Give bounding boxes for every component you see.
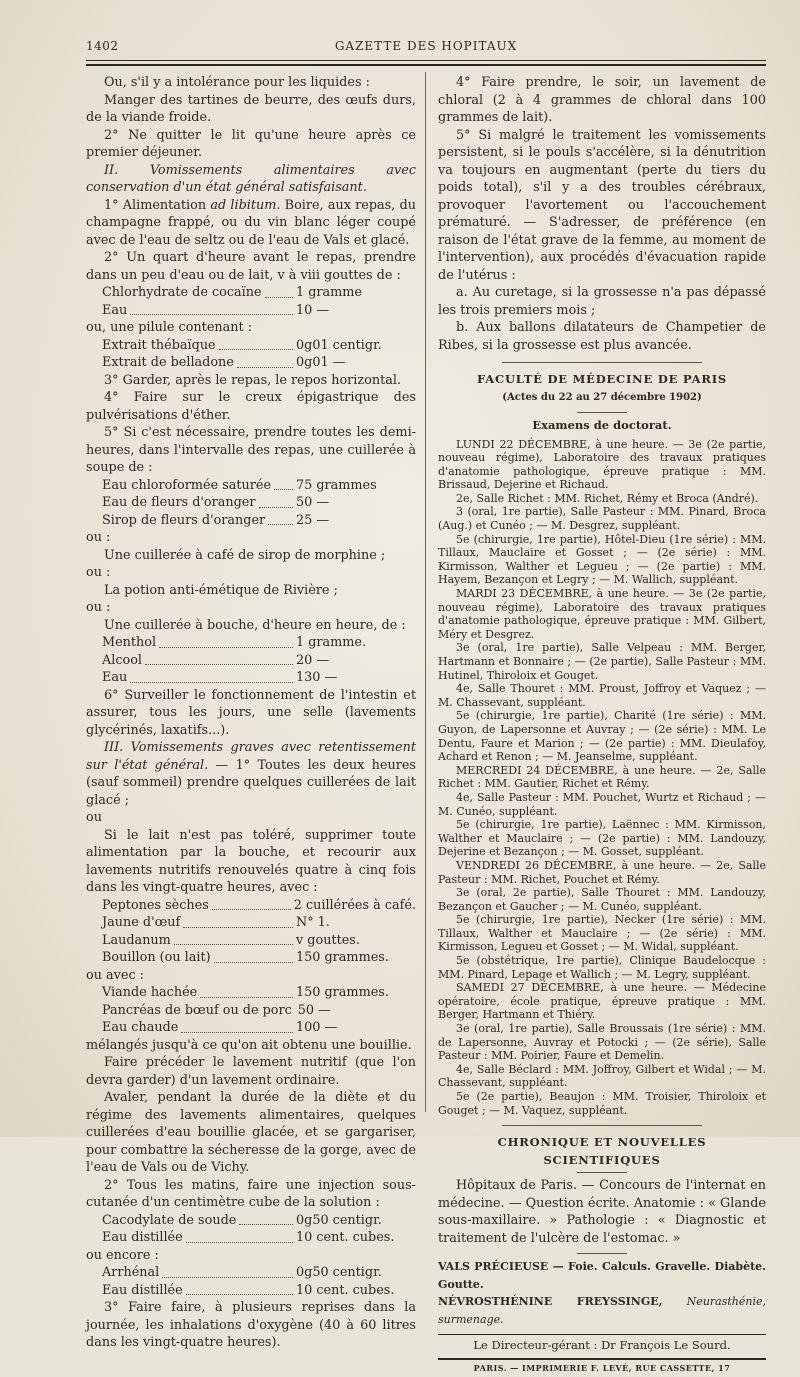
exam-entry: MARDI 23 DÉCEMBRE, à une heure. — 3e (2e partie, nouveau régime), Laboratoire des travaux pratiques d'anatomie pathologique, épreuve pratique : MM. Gilbert, Méry et Desgrez. xyxy=(438,587,766,641)
page-number: 1402 xyxy=(86,39,119,53)
prescription-line xyxy=(86,1212,416,1230)
prescription-line xyxy=(86,284,416,302)
exam-entry: 5e (chirurgie, 1re partie), Laënnec : MM. Kirmisson, Walther et Mauclaire ; — (2e partie) : MM. Landouzy, Dejerine et Bezançon ; — M. Gosset, suppléant. xyxy=(438,818,766,859)
text: Boire, aux repas, du champagne frappé, ou du vin blanc léger coupé avec de l'eau de seltz ou de l'eau de Vals et glacé. xyxy=(86,197,416,248)
exam-entry: 4e, Salle Pasteur : MM. Pouchet, Wurtz et Richaud ; — M. Cunéo, suppléant. xyxy=(438,790,766,818)
rx-item: Eau xyxy=(102,670,128,685)
rx-dose: v gouttes. xyxy=(296,932,360,948)
paragraph xyxy=(86,197,416,250)
paragraph: 4° Faire sur le creux épigastrique des pulvérisations d'éther. xyxy=(86,390,416,423)
rx-item: Extrait de belladone xyxy=(102,355,234,370)
exam-entry: 5e (chirurgie, 1re partie), Charité (1re série) : MM. Guyon, de Lapersonne et Auvray ; — (2e série) : MM. Le Dentu, Faure et Marion ; — (2e partie) : MM. Dieulafoy, Achard et Renon ; — M. Jeanselme, suppléant. xyxy=(438,709,766,764)
rx-dose: 0g50 centigr. xyxy=(296,1212,382,1228)
exam-entry: 5e (chirurgie, 1re partie), Necker (1re série) : MM. Tillaux, Walther et Mauclaire ; — (2e série) : MM. Kirmisson, Legueu et Gosset ; — M. Widal, suppléant. xyxy=(438,913,766,954)
rx-dose: 1 gramme xyxy=(296,285,362,300)
rx-dose: 50 — xyxy=(297,1002,331,1018)
rx-item: Eau distillée xyxy=(102,1230,183,1245)
rx-item: Alcool xyxy=(102,652,143,668)
right-column xyxy=(438,74,766,1377)
exam-entry: 5e (2e partie), Beaujon : MM. Troisier, Thiroloix et Gouget ; — M. Vaquez, suppléant. xyxy=(438,1090,766,1117)
paragraph: 5° Si c'est nécessaire, prendre toutes les demi-heures, dans l'intervalle des repas, une cuillerée à soupe de : xyxy=(86,425,416,475)
exam-entry: 3e (oral, 1re partie), Salle Broussais (1re série) : MM. de Lapersonne, Auvray et Potocki ; — (2e série), Salle Pasteur : MM. Poirier, Faure et Demelin. xyxy=(438,1022,766,1063)
column-divider xyxy=(425,72,426,1112)
rx-item: Jaune d'œuf xyxy=(102,915,181,930)
rx-item: Arrhénal xyxy=(102,1265,160,1280)
section-separator xyxy=(502,362,702,363)
rx-item: Extrait thébaïque xyxy=(102,337,216,353)
exam-entry: LUNDI 22 DÉCEMBRE, à une heure. — 3e (2e partie, nouveau régime), Laboratoire des travaux pratiques d'anatomie pathologique, épreuve pratique : MM. Brissaud, Dejerine et Richaud. xyxy=(438,437,766,492)
paragraph: Une cuillerée à bouche, d'heure en heure, de : xyxy=(104,617,406,633)
prescription-line xyxy=(86,949,416,967)
paragraph: ou : xyxy=(86,600,111,615)
prescription-line xyxy=(86,652,416,670)
paragraph: Manger des tartines de beurre, des œufs durs, de la viande froide. xyxy=(86,92,416,125)
faculty-subtitle: (Actes du 22 au 27 décembre 1902) xyxy=(502,391,702,403)
exam-entry: 3e (oral, 2e partie), Salle Thouret : MM. Landouzy, Bezançon et Gaucher ; — M. Cunéo, suppléant. xyxy=(438,886,766,913)
rx-dose: 10 cent. cubes. xyxy=(296,1282,395,1298)
paragraph: 2° Ne quitter le lit qu'une heure après ce premier déjeuner. xyxy=(86,127,416,160)
paragraph: ou xyxy=(86,810,102,825)
paragraph: Ou, s'il y a intolérance pour les liquides : xyxy=(104,75,370,90)
advertisement: VALS PRÉCIEUSE — Foie. Calculs. Gravelle. Diabète. Goutte. xyxy=(438,1260,766,1291)
prescription-line xyxy=(86,1264,416,1282)
rx-dose: 150 grammes. xyxy=(296,985,389,1000)
prescription-line xyxy=(86,897,416,915)
paragraph: 3° Garder, après le repas, le repos horizontal. xyxy=(104,372,402,388)
paragraph xyxy=(86,739,416,809)
paragraph: Une cuillerée à café de sirop de morphine ; xyxy=(104,547,386,563)
rx-dose: N° 1. xyxy=(296,915,330,930)
prescription-line xyxy=(86,302,416,320)
paragraph: Faire précéder le lavement nutritif (que l'on devra garder) d'un lavement ordinaire. xyxy=(86,1055,416,1088)
prescription-line xyxy=(86,914,416,932)
page-header xyxy=(86,39,766,57)
prescription-line xyxy=(86,932,416,950)
prescription-line xyxy=(86,1019,416,1037)
paragraph: 2° Un quart d'heure avant le repas, prendre dans un peu d'eau ou de lait, v à viii gouttes de : xyxy=(86,250,416,283)
rx-dose: 0g01 — xyxy=(296,355,346,370)
text: NÉVROSTHÉNINE FREYSSINGE, xyxy=(438,1295,663,1309)
rx-dose: 0g01 centigr. xyxy=(296,337,382,353)
paragraph: ou : xyxy=(86,565,111,580)
exam-entry: 4e, Salle Béclard : MM. Joffroy, Gilbert et Widal ; — M. Chassevant, suppléant. xyxy=(438,1062,766,1090)
rx-dose: 130 — xyxy=(296,670,338,685)
paragraph: 2° Tous les matins, faire une injection sous-cutanée d'un centimètre cube de la solution : xyxy=(86,1177,416,1210)
paragraph: ou, une pilule contenant : xyxy=(86,320,253,335)
rx-dose: 150 grammes. xyxy=(296,950,389,965)
exam-entry: 5e (obstétrique, 1re partie), Clinique Baudelocque : MM. Pinard, Lepage et Wallich ; — M. Legry, suppléant. xyxy=(438,954,766,981)
rx-dose: 25 — xyxy=(296,512,330,528)
section-heading: III. Vomissements graves avec retentissement sur l'état général. xyxy=(86,740,416,773)
text: — 1° Toutes les deux heures (sauf sommeil) prendre quelques cuillerées de lait glacé ; xyxy=(86,757,416,808)
exam-entry: 5e (chirurgie, 1re partie), Hôtel-Dieu (1re série) : MM. Tillaux, Mauclaire et Gosset ; — (2e série) : MM. Kirmisson, Walther et Legueu ; — (2e partie) : MM. Hayem, Bezançon et Legry ; — M. Wallich, suppléant. xyxy=(438,532,766,587)
rx-dose: 50 — xyxy=(296,495,330,510)
prescription-line xyxy=(86,337,416,355)
paragraph: ou : xyxy=(86,530,111,545)
short-rule xyxy=(577,1253,627,1254)
footer-rule xyxy=(438,1334,766,1335)
rx-dose: 2 cuillérées à café. xyxy=(293,897,416,913)
faculty-title: FACULTÉ DE MÉDECINE DE PARIS xyxy=(477,372,727,386)
paragraph: 4° Faire prendre, le soir, un lavement de chloral (2 à 4 grammes de chloral dans 100 grammes de lait). xyxy=(438,75,766,125)
short-rule xyxy=(577,1172,627,1173)
prescription-line xyxy=(86,1282,416,1300)
text: ad libitum. xyxy=(210,197,281,213)
section-separator xyxy=(502,1125,702,1126)
exam-entry: 3 (oral, 1re partie), Salle Pasteur : MM. Pinard, Broca (Aug.) et Cunéo ; — M. Desgrez, suppléant. xyxy=(438,505,766,533)
rx-item: Cacodylate de soude xyxy=(102,1212,237,1228)
paragraph: 3° Faire faire, à plusieurs reprises dans la journée, les inhalations d'oxygène (40 à 60 litres dans les vingt-quatre heures). xyxy=(86,1300,416,1350)
paragraph: Avaler, pendant la durée de la diète et du régime des lavements alimentaires, quelques cuillerées d'eau bouillie glacée, et se gargariser, pour combattre la sécheresse de la gorge, avec de l'eau de Vals ou de Vichy. xyxy=(86,1090,416,1175)
director-line: Le Directeur-gérant : Dr François Le Sourd. xyxy=(473,1338,731,1353)
text: Neurasthénie, surmenage. xyxy=(438,1295,766,1326)
exam-entry: 4e, Salle Thouret : MM. Proust, Joffroy et Vaquez ; — M. Chassevant, suppléant. xyxy=(438,682,766,709)
short-rule xyxy=(577,412,627,413)
paragraph: 5° Si malgré le traitement les vomissements persistent, si le pouls s'accélère, si la dénutrition va toujours en augmentant (perte du tiers du poids total), s'il y a des troubles cérébraux, provoquer l'avortement ou l'accouchement prématuré. — S'adresser, de préférence (en raison de l'état grave de la femme, au moment de l'intervention), aux procédés d'évacuation rapide de l'utérus : xyxy=(438,127,766,283)
rx-dose: 100 — xyxy=(296,1020,338,1035)
rx-dose: 20 — xyxy=(296,652,330,668)
text: 1° Alimentation xyxy=(104,197,211,213)
exams-title: Examens de doctorat. xyxy=(532,418,672,432)
rx-item: Eau xyxy=(102,302,128,318)
paragraph: La potion anti-émétique de Rivière ; xyxy=(104,582,338,598)
journal-title: GAZETTE DES HOPITAUX xyxy=(334,39,518,53)
paragraph: Hôpitaux de Paris. — Concours de l'internat en médecine. — Question écrite. Anatomie : « Glande sous-maxillaire. » Pathologie : « Diagnostic et traitement de l'ulcère de l'estomac. » xyxy=(438,1178,766,1246)
rx-item: Bouillon (ou lait) xyxy=(102,950,211,965)
exam-entry: 2e, Salle Richet : MM. Richet, Rémy et Broca (André). xyxy=(456,491,759,505)
prescription-line xyxy=(86,1002,416,1020)
header-rule-bottom xyxy=(86,64,766,66)
paragraph: ou encore : xyxy=(86,1247,159,1263)
header-rule-top xyxy=(86,60,766,61)
rx-dose: 0g50 centigr. xyxy=(296,1265,382,1280)
rx-item: Viande hachée xyxy=(102,985,198,1000)
advertisement xyxy=(438,1293,766,1328)
prescription-line xyxy=(86,669,416,687)
rx-item: Peptones sèches xyxy=(102,897,209,913)
exam-list xyxy=(438,438,766,1118)
paragraph: mélangés jusqu'à ce qu'on ait obtenu une bouillie. xyxy=(86,1037,412,1053)
rx-item: Sirop de fleurs d'oranger xyxy=(102,512,266,528)
printer-line: PARIS. — IMPRIMERIE F. LEVÉ, RUE CASSETTE, 17 xyxy=(473,1362,731,1373)
paragraph: ou avec : xyxy=(86,967,144,983)
prescription-line xyxy=(86,512,416,530)
exam-entry: MERCREDI 24 DÉCEMBRE, à une heure. — 2e, Salle Richet : MM. Gautier, Richet et Rémy. xyxy=(438,763,766,791)
rx-item: Pancréas de bœuf ou de porc xyxy=(102,1002,292,1018)
rx-item: Menthol xyxy=(102,635,157,650)
rx-item: Eau distillée xyxy=(102,1282,183,1298)
prescription-line xyxy=(86,634,416,652)
paragraph: b. Aux ballons dilatateurs de Champetier de Ribes, si la grossesse est plus avancée. xyxy=(438,320,766,353)
prescription-line xyxy=(86,354,416,372)
left-column xyxy=(86,74,416,1352)
paragraph: 6° Surveiller le fonctionnement de l'intestin et assurer, tous les jours, une selle (lavements glycérinés, laxatifs...). xyxy=(86,687,416,738)
prescription-line xyxy=(86,1229,416,1247)
rx-dose: 10 — xyxy=(296,302,330,318)
paragraph: a. Au curetage, si la grossesse n'a pas dépassé les trois premiers mois ; xyxy=(438,285,766,318)
prescription-line xyxy=(86,477,416,495)
exam-entry: VENDREDI 26 DÉCEMBRE, à une heure. — 2e, Salle Pasteur : MM. Richet, Pouchet et Rémy. xyxy=(438,858,766,886)
rx-dose: 1 gramme. xyxy=(296,635,367,650)
exam-entry: SAMEDI 27 DÉCEMBRE, à une heure. — Médecine opératoire, école pratique, épreuve pratique : MM. Berger, Hartmann et Thiéry. xyxy=(438,981,766,1022)
exam-entry: 3e (oral, 1re partie), Salle Velpeau : MM. Berger, Hartmann et Bonnaire ; — (2e partie), Salle Pasteur : MM. Hutinel, Thiroloix et Gouget. xyxy=(438,641,766,682)
rx-item: Eau de fleurs d'oranger xyxy=(102,495,256,510)
prescription-line xyxy=(86,494,416,512)
rx-dose: 10 cent. cubes. xyxy=(296,1230,395,1245)
rx-item: Chlorhydrate de cocaïne xyxy=(102,285,262,300)
rx-dose: 75 grammes xyxy=(296,477,377,493)
rx-item: Eau chloroformée saturée xyxy=(102,477,272,493)
rx-item: Eau chaude xyxy=(102,1020,179,1035)
prescription-line xyxy=(86,984,416,1002)
section-heading: II. Vomissements alimentaires avec conservation d'un état général satisfaisant. xyxy=(86,162,416,195)
rx-item: Laudanum xyxy=(102,932,171,948)
chronique-title: CHRONIQUE ET NOUVELLES SCIENTIFIQUES xyxy=(497,1135,707,1167)
paragraph: Si le lait n'est pas toléré, supprimer toute alimentation par la bouche, et recourir aux lavements nutritifs renouvelés quatre à cinq fois dans les vingt-quatre heures, avec : xyxy=(86,827,416,895)
